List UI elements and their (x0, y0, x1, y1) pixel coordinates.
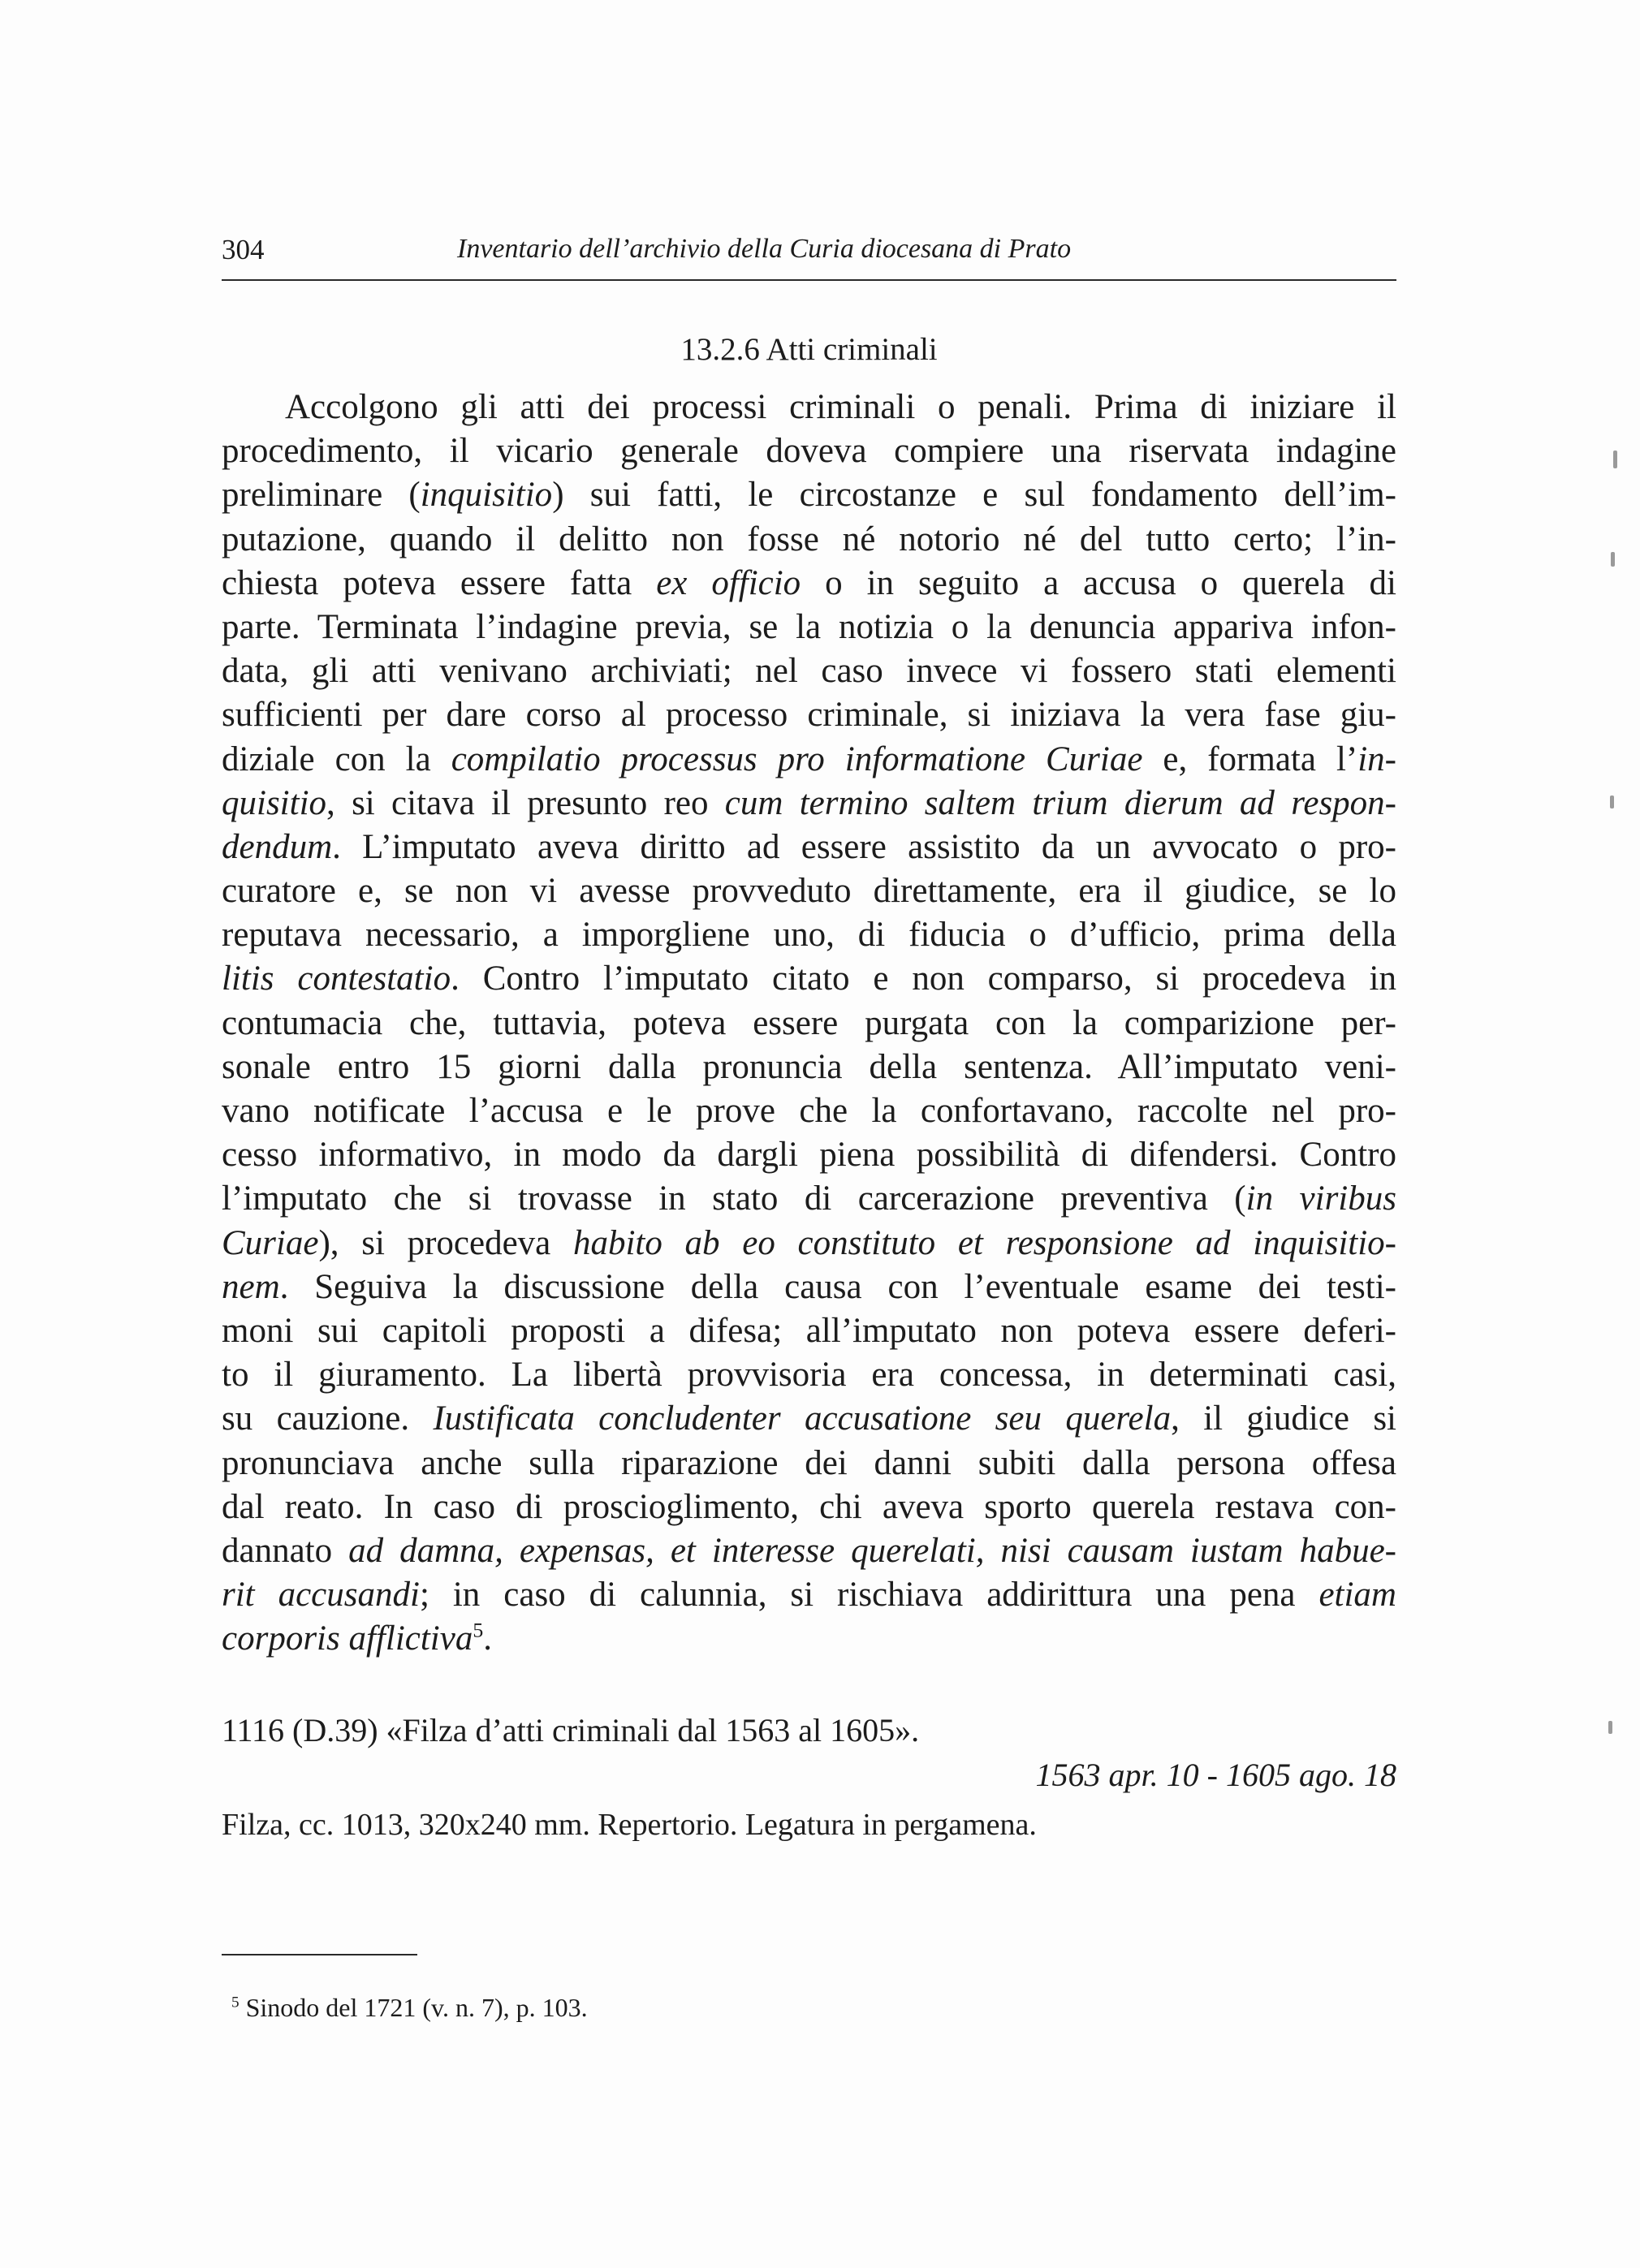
text-line: dannato ad damna, expensas, et interesse querelati, nisi causam iustam habue- (222, 1531, 1396, 1570)
scan-artifact (1608, 1721, 1612, 1734)
text-line: Curiae), si procedeva habito ab eo constituto et responsione ad inquisitio- (222, 1223, 1396, 1262)
text-line: putazione, quando il delitto non fosse né notorio né del tutto certo; l’in- (222, 520, 1396, 558)
footnote-reference: 5 (473, 1618, 484, 1642)
text-line: cesso informativo, in modo da dargli piena possibilità di difendersi. Contro (222, 1136, 1396, 1175)
text-line: preliminare (inquisitio) sui fatti, le circostanze e sul fondamento dell’im- (222, 476, 1396, 515)
entry-description: Filza, cc. 1013, 320x240 mm. Repertorio. Legatura in pergamena. (222, 1808, 1037, 1842)
text-line: rit accusandi; in caso di calunnia, si rischiava addirittura una pena etiam (222, 1576, 1396, 1615)
text-line: vano notificate l’accusa e le prove che la confortavano, raccolte nel pro- (222, 1092, 1396, 1130)
text-line: sonale entro 15 giorni dalla pronuncia della sentenza. All’imputato veni- (222, 1047, 1396, 1086)
scan-artifact (1610, 796, 1614, 808)
footnote-rule (222, 1954, 417, 1955)
page-number: 304 (222, 234, 265, 265)
text-line: pronunciava anche sulla riparazione dei danni subiti dalla persona offesa (222, 1443, 1396, 1482)
footnote-marker: 5 (231, 1994, 240, 2011)
text-line: l’imputato che si trovasse in stato di carcerazione preventiva (in viribus (222, 1179, 1396, 1218)
text-line: su cauzione. Iustificata concludenter accusatione seu querela, il giudice si (222, 1399, 1397, 1438)
text-line: moni sui capitoli proposti a difesa; all’imputato non poteva essere deferi- (222, 1311, 1396, 1350)
running-title: Inventario dell’archivio della Curia diocesana di Prato (457, 234, 1072, 264)
text-line: parte. Terminata l’indagine previa, se la notizia o la denuncia appariva infon- (222, 607, 1396, 646)
scan-artifact (1611, 552, 1615, 567)
text-line: diziale con la compilatio processus pro informatione Curiae e, formata l’in- (222, 739, 1396, 778)
body-paragraph (222, 386, 1396, 1661)
text-line: procedimento, il vicario generale doveva compiere una riservata indagine (222, 432, 1396, 471)
text-line: dendum. L’imputato aveva diritto ad essere assistito da un avvocato o pro- (222, 827, 1396, 866)
text-line: dal reato. In caso di proscioglimento, chi aveva sporto querela restava con- (222, 1487, 1396, 1526)
text-line: to il giuramento. La libertà provvisoria era concessa, in determinati casi, (222, 1356, 1396, 1395)
entry-title: 1116 (D.39) «Filza d’atti criminali dal 1563 al 1605». (222, 1712, 920, 1748)
text-line: curatore e, se non vi avesse provveduto direttamente, era il giudice, se lo (222, 872, 1396, 911)
text-line: quisitio, si citava il presunto reo cum termino saltem trium dierum ad respon- (222, 783, 1397, 822)
footnote (231, 1993, 588, 2023)
text-line: chiesta poteva essere fatta ex officio o in seguito a accusa o querela di (222, 563, 1396, 602)
section-heading: 13.2.6 Atti criminali (680, 332, 938, 367)
page-header (222, 234, 1396, 281)
text-line: contumacia che, tuttavia, poteva essere purgata con la comparizione per- (222, 1003, 1396, 1042)
text-line: reputava necessario, a imporgliene uno, di fiducia o d’ufficio, prima della (222, 916, 1396, 955)
text-line: data, gli atti venivano archiviati; nel caso invece vi fossero stati elementi (222, 652, 1396, 691)
text-line: nem. Seguiva la discussione della causa con l’eventuale esame dei testi- (222, 1267, 1396, 1306)
text-line: sufficienti per dare corso al processo criminale, si iniziava la vera fase giu- (222, 696, 1396, 735)
text-line: Accolgono gli atti dei processi criminali o penali. Prima di iniziare il (285, 388, 1396, 426)
text-line: litis contestatio. Contro l’imputato citato e non comparso, si procedeva in (222, 959, 1396, 998)
scan-artifact (1613, 451, 1617, 468)
footnote-text: Sinodo del 1721 (v. n. 7), p. 103. (239, 1993, 588, 2022)
entry-date: 1563 apr. 10 - 1605 ago. 18 (1035, 1757, 1396, 1793)
text-line: corporis afflictiva$^5$. (222, 1618, 492, 1658)
